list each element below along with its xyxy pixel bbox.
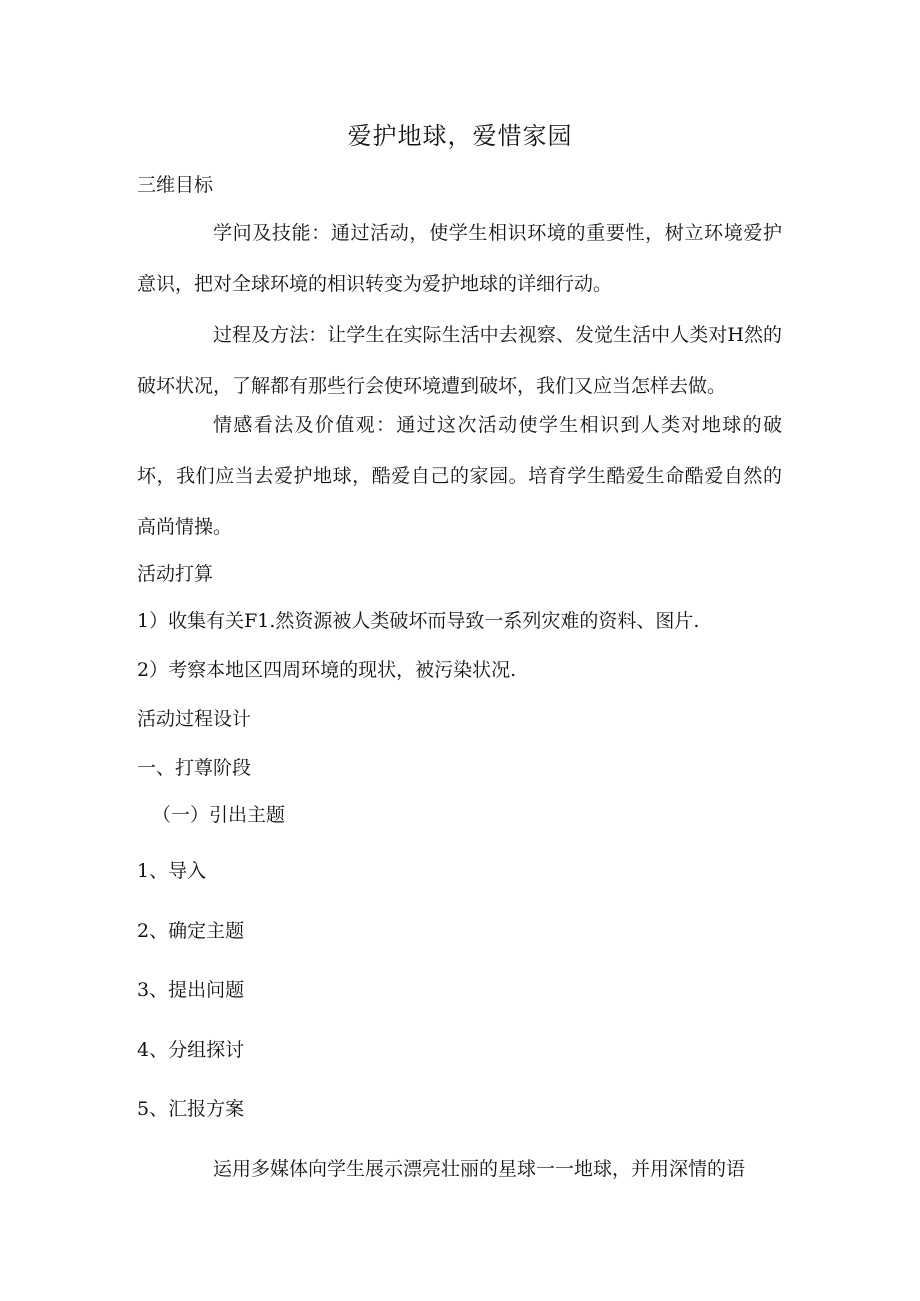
closing-paragraph: 运用多媒体向学生展示漂亮壮丽的星球一一地球，并用深情的语 — [213, 1158, 746, 1180]
plan-item-1: 1）收集有关F1.然资源被人类破坏而导致一系列灾难的资料、图片. — [137, 610, 700, 632]
stage-label: 一、打尊阶段 — [137, 757, 252, 779]
paragraph-process-method: 过程及方法：让学生在实际生活中去视察、发觉生活中人类对H然的破坏状况，了解都有那些行会使环境遭到破坏，我们又应当怎样去做。 — [137, 324, 782, 397]
substage-label: （一）引出主题 — [152, 804, 286, 826]
heading-three-dimensional-goals: 三维目标 — [137, 174, 214, 196]
paragraph-knowledge-skills: 学问及技能：通过活动，使学生相识环境的重要性，树立环境爱护意识，把对全球环境的相识转变为爱护地球的详细行动。 — [137, 222, 782, 295]
plan-item-2: 2）考察本地区四周环境的现状，被污染状况. — [137, 659, 517, 681]
document-title: 爱护地球，爱惜家园 — [347, 122, 573, 150]
step-4: 4、分组探讨 — [137, 1039, 245, 1061]
step-3: 3、提出问题 — [137, 979, 245, 1001]
step-5: 5、汇报方案 — [137, 1098, 245, 1120]
paragraph-emotion-values: 情感看法及价值观：通过这次活动使学生相识到人类对地球的破坏，我们应当去爱护地球，酷爱自己的家园。培育学生酷爱生命酷爱自然的高尚情操。 — [137, 414, 782, 538]
step-1: 1、导入 — [137, 860, 207, 882]
heading-activity-plan: 活动打算 — [137, 563, 214, 585]
step-2: 2、确定主题 — [137, 920, 245, 942]
heading-activity-design: 活动过程设计 — [137, 708, 252, 730]
